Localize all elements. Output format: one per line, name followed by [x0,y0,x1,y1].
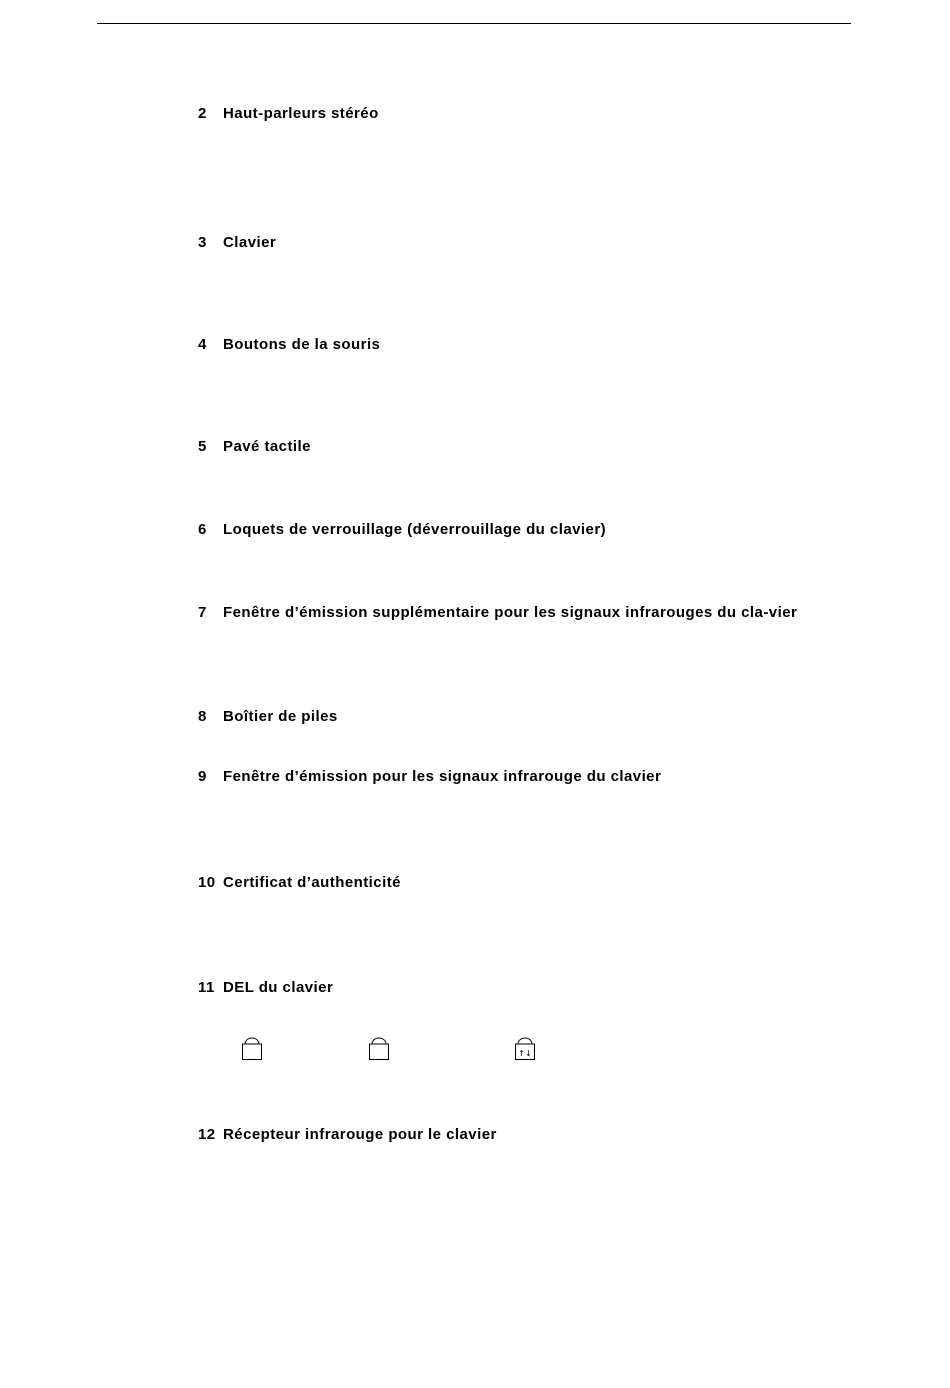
item-number: 12 [198,1126,216,1143]
item-10-heading [198,872,842,893]
item-number: 7 [198,604,207,621]
item-8-heading [198,706,842,727]
item-label: Fenêtre d’émission supplémentaire pour les signaux infrarouges du cla-vier [223,604,798,621]
item-7-heading [198,602,842,623]
item-number: 8 [198,708,207,725]
top-rule [97,23,851,24]
item-number: 9 [198,768,207,785]
item-9-heading [198,766,842,787]
item-label: Certificat d’authenticité [223,874,401,891]
item-label: Boîtier de piles [223,708,338,725]
item-label: Clavier [223,234,277,251]
item-number: 3 [198,234,207,251]
item-4-heading [198,334,842,355]
item-label: Fenêtre d’émission pour les signaux infrarouge du clavier [223,768,662,785]
item-6-heading [198,519,842,540]
item-label: Haut-parleurs stéréo [223,105,379,122]
item-label: Récepteur infrarouge pour le clavier [223,1126,497,1143]
item-12-heading [198,1124,842,1145]
item-2-heading [198,103,842,124]
item-number: 4 [198,336,207,353]
caps-lock-icon [242,1036,262,1062]
item-number: 11 [198,979,215,996]
item-label: Boutons de la souris [223,336,381,353]
item-label: Pavé tactile [223,438,311,455]
item-label: DEL du clavier [223,979,334,996]
item-3-heading [198,232,842,253]
item-label: Loquets de verrouillage (déverrouillage du clavier) [223,521,607,538]
item-number: 2 [198,105,207,122]
scroll-lock-arrows: ↑↓ [518,1049,532,1058]
item-11-heading [198,977,842,998]
num-lock-icon [369,1036,389,1062]
item-number: 6 [198,521,207,538]
item-number: 5 [198,438,207,455]
item-number: 10 [198,874,216,891]
item-5-heading [198,436,842,457]
scroll-lock-icon [515,1036,535,1062]
